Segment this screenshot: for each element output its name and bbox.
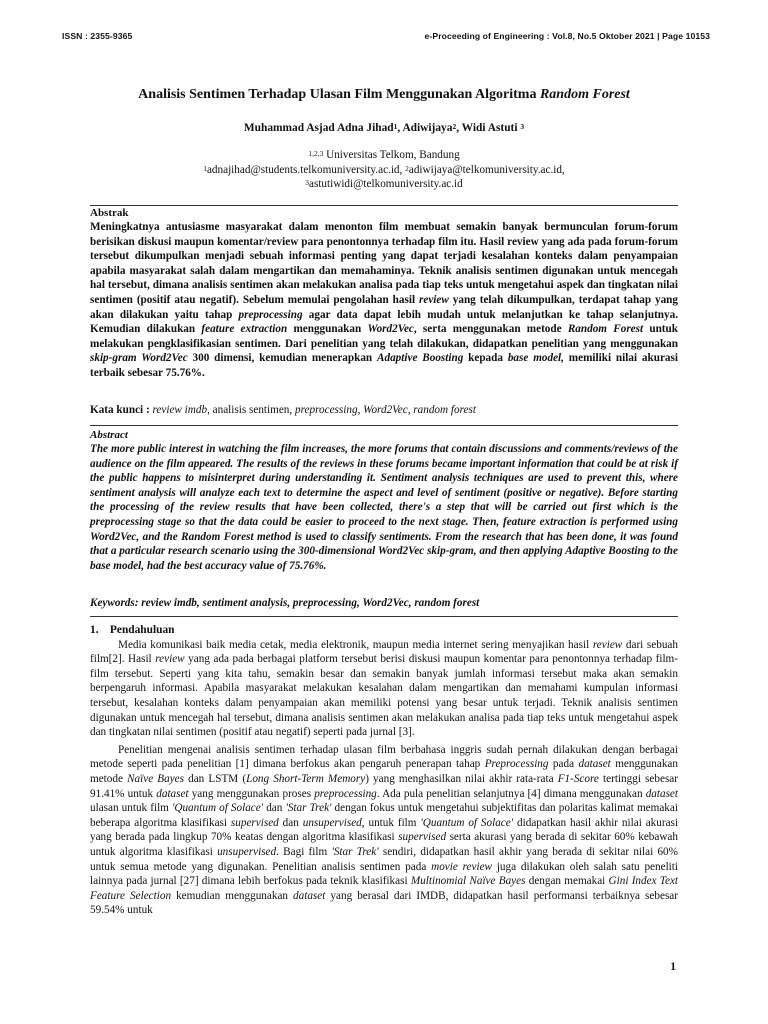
para-text: juga dilakukan oleh salah satu peneliti lainnya pada jurnal [27] dimana lebih berfokus pada teknik klasifikasi [90, 860, 678, 888]
email-2: adiwijaya@telkomuniversity.ac.id, [408, 163, 565, 176]
para-text: kemudian menggunakan [171, 889, 294, 902]
para-italic: unsupervised [302, 816, 362, 829]
title-block [62, 86, 706, 192]
institution-name: Universitas Telkom, Bandung [323, 149, 460, 161]
abstrak-text: kepada [463, 352, 508, 365]
para-text: sendiri, didapatkan hasil akhir yang berada di sekitar nilai 60% untuk semua metode yang digunakan. Penelitian analisis sentimen pada [90, 845, 678, 873]
abstrak-text: memiliki nilai akurasi terbaik sebesar 75.76%. [90, 352, 678, 379]
email1-sup: 1 [203, 163, 207, 173]
para-italic: 'Quantum of Solace' [171, 802, 264, 815]
abstrak-text: agar data dapat lebih mudah untuk melanjutkan ke tahap selanjutnya. Kemudian dilakukan [90, 308, 678, 336]
para-italic: dataset [578, 758, 611, 771]
para-text: pada [548, 758, 579, 771]
para-italic: unsupervised [217, 845, 277, 858]
para-italic: 'Star Trek' [285, 802, 332, 815]
email-line-2 [62, 177, 706, 192]
para-italic: supervised [398, 831, 447, 844]
abstrak-text: Meningkatnya antusiasme masyarakat dalam menonton film membuat semakin banyak bermunculan forum-forum berisikan diskusi maupun komentar/review para penontonnya terhadap film itu. Hasil review yang ada pada forum-forum tersebut dikumpulkan menjadi sebuah informasi penting yang dapat terjadi kesalahan konteks dalam penyampaian apabila masyarakat salah dalam mengartikan dan memahaminya. Teknik analisis sentimen digunakan untuk mencegah hal tersebut, dimana analisis sentimen akan melakukan analisa pada tiap teks untuk mengetahui aspek dan tingkatan nilai sentimen (positif atau negatif). Sebelum memulai pengolahan hasil [90, 221, 678, 306]
abstrak-italic: Adaptive Boosting [377, 352, 464, 365]
para-italic: Naïve Bayes [127, 772, 184, 785]
abstract-en-section [90, 428, 678, 573]
intro-top-rule [90, 616, 678, 617]
abstrak-text: untuk melakukan pengklasifikasian sentimen. Dari penelitian yang telah dilakukan, didapatkan penelitian yang menggunakan [90, 323, 678, 350]
para-text: dengan fokus untuk mengetahui subjektifitas dan polaritas kalimat memakai beberapa algoritma klasifikasi [90, 802, 678, 829]
para-text: dari sebuah film[2]. Hasil [90, 638, 678, 666]
paper-title [62, 86, 706, 104]
para-text: Media komunikasi baik media cetak, media elektronik, maupun media internet sering menyajikan hasil [118, 638, 593, 651]
para-text: menggunakan metode [90, 758, 678, 785]
abstrak-text: menggunakan [287, 323, 368, 336]
abstrak-italic: feature extraction [201, 323, 288, 336]
keyword: preprocessing [295, 404, 358, 416]
keyword: review imdb [152, 404, 208, 416]
para-italic: movie review [431, 860, 493, 873]
para-italic: supervised [230, 816, 279, 829]
paragraph-1 [90, 638, 678, 740]
abstrak-text: , serta menggunakan metode [413, 323, 568, 336]
para-italic: Multinomial Naïve Bayes [410, 875, 526, 888]
para-text: ) yang menghasilkan nilai akhir rata-rata [365, 772, 558, 785]
author-1: Muhammad Asjad Adna Jihad [243, 122, 394, 134]
abstract-en-body: The more public interest in watching the film increases, the more forums that contain discussions and comments/reviews of the audience on the film appeared. The results of the reviews in these forums became important information that could be at risk if the public happens to misinterpret during understanding it. Sentiment analysis techniques are used to prevent this, where sentiment analysis will analyze each text to determine the aspect and level of sentiment (positive or negative). Before starting the processing of the review results that have been collected, there's a step that will be carried out first which is the preprocessing stage so that the data could be easier to proceed to the next stage. Then, feature extraction is performed using Word2Vec, and the Random Forest method is used to classify sentiments. From the research that has been done, it was found that a particular research scenario using the 300-dimensional Word2Vec skip-gram, and then applying Adaptive Boosting to the base model, had the best accuracy value of 75.76%. [90, 443, 678, 572]
para-italic: 'Quantum of Solace' [420, 816, 514, 829]
author-2: , Adiwijaya [397, 122, 453, 134]
para-italic: dataset [645, 787, 679, 800]
email-1: adnajihad@students.telkomuniversity.ac.id, [206, 163, 406, 176]
title-italic: Random Forest [539, 87, 630, 102]
keyword-sep: , [407, 404, 414, 416]
author-3-sup: 3 [520, 122, 525, 131]
keyword: , analisis sentimen, [207, 404, 295, 416]
para-italic: Gini Index Text Feature Selection [90, 875, 679, 902]
abstrak-section [90, 206, 678, 381]
para-text: serta akurasi yang berada di sekitar 60% kebawah untuk algoritma klasifikasi [90, 831, 678, 858]
para-text: dan LSTM ( [184, 772, 247, 785]
para-italic: dataset [293, 889, 326, 902]
kata-kunci-label: Kata kunci : [90, 404, 153, 416]
abstract-top-rule [90, 425, 678, 426]
abstrak-text: 300 dimensi, kemudian menerapkan [187, 352, 378, 365]
abstrak-italic: skip-gram Word2Vec [90, 352, 188, 365]
email-line-1 [62, 163, 706, 178]
journal-citation: e-Proceeding of Engineering : Vol.8, No.5 Oktober 2021 | Page 10153 [424, 31, 710, 41]
para-text: . Ada pula penelitian selanjutnya [4] dimana menggunakan [376, 787, 646, 800]
para-italic: F1-Score [557, 772, 599, 785]
paragraph-2 [90, 743, 678, 918]
affiliations [62, 148, 706, 192]
email-3: astutiwidi@telkomuniversity.ac.id [309, 178, 463, 190]
abstract-heading: Abstract [90, 429, 128, 441]
keywords-en: Keywords: review imdb, sentiment analysis, preprocessing, Word2Vec, random forest [90, 597, 480, 609]
abstrak-italic: base model, [507, 352, 564, 365]
section-pendahuluan [90, 623, 678, 918]
para-text: tertinggi sebesar 91.41% untuk [90, 772, 678, 800]
para-text: didapatkan hasil akhir nilai akurasi yang berada pada lingkup 70% keatas dengan algoritma klasifikasi [90, 816, 679, 844]
abstrak-italic: Word2Vec [367, 323, 414, 336]
issn-label: ISSN : 2355-9365 [62, 31, 133, 41]
author-2-sup: 2 [452, 122, 457, 131]
para-italic: Long Short-Term Memory [246, 772, 366, 785]
para-text: dan [263, 802, 286, 815]
email2-sup: 2 [405, 163, 409, 173]
para-text: Penelitian mengenai analisis sentimen terhadap ulasan film berbahasa inggris sudah pernah dilakukan dengan berbagai metode seperti pada penelitian [1] dimana berfokus akan pengaruh penerapan tahap [90, 743, 678, 771]
institution-sup: 1,2,3 [308, 149, 324, 158]
para-text: yang ada pada berbagai platform tersebut berisi diskusi maupun komentar para penontonnya terhadap film-film tersebut. Seperti yang kita tahu, semakin besar dan semakin banyak jumlah informasi tersebut maka akan semakin berpengaruh informasi. Apabila masyarakat melakukan kesalahan dalam mengartikan dan memahami kumpulan informasi tersebut, kesalahan konteks dalam penyampaian akan memiliki potensi yang besar untuk terjadi. Teknik analisis sentimen digunakan untuk mencegah hal tersebut, dimana analisis sentimen akan melakukan analisa pada tiap teks untuk mengetahui aspek dan tingkatan nilai sentimen (positif atau negatif) seperti pada jurnal [3]. [90, 653, 678, 739]
author-1-sup: 1 [393, 122, 398, 131]
para-italic: Preprocessing [484, 758, 549, 771]
para-text: dengan memakai [525, 875, 609, 888]
section-heading: 1. Pendahuluan [90, 624, 175, 636]
para-text: ulasan untuk film [90, 802, 172, 815]
para-text: yang menggunakan proses [188, 787, 315, 800]
para-italic: 'Star Trek' [331, 845, 379, 858]
keyword: Word2Vec [363, 404, 408, 416]
para-italic: dataset [156, 787, 189, 800]
para-text: yang berasal dari IMDB, didapatkan hasil performansi terbaiknya sebesar 59.54% untuk [90, 889, 678, 917]
title-text: Analisis Sentimen Terhadap Ulasan Film Menggunakan Algoritma [138, 87, 540, 102]
abstrak-italic: review [419, 293, 449, 306]
keyword-sep: , [357, 404, 364, 416]
abstrak-italic: preprocessing [238, 308, 303, 321]
author-3: , Widi Astuti [456, 122, 521, 134]
email3-sup: 3 [305, 178, 309, 187]
para-text: dan [278, 816, 303, 829]
abstrak-body [90, 220, 678, 381]
para-italic: review [155, 653, 185, 666]
kata-kunci [90, 403, 678, 417]
abstrak-text: yang telah dikumpulkan, terdapat tahap yang akan dilakukan yaitu tahap [90, 293, 678, 321]
page-number: 1 [670, 961, 676, 973]
running-header [62, 31, 710, 41]
abstrak-heading: Abstrak [90, 207, 129, 219]
abstrak-italic: Random Forest [567, 323, 644, 336]
author-list [62, 121, 706, 135]
para-italic: review [592, 638, 623, 651]
keyword: random forest [413, 404, 476, 416]
para-italic: preprocessing [314, 787, 377, 800]
institution-line [62, 148, 706, 163]
para-text: . Bagi film [276, 845, 332, 858]
para-text: , untuk film [361, 816, 421, 829]
